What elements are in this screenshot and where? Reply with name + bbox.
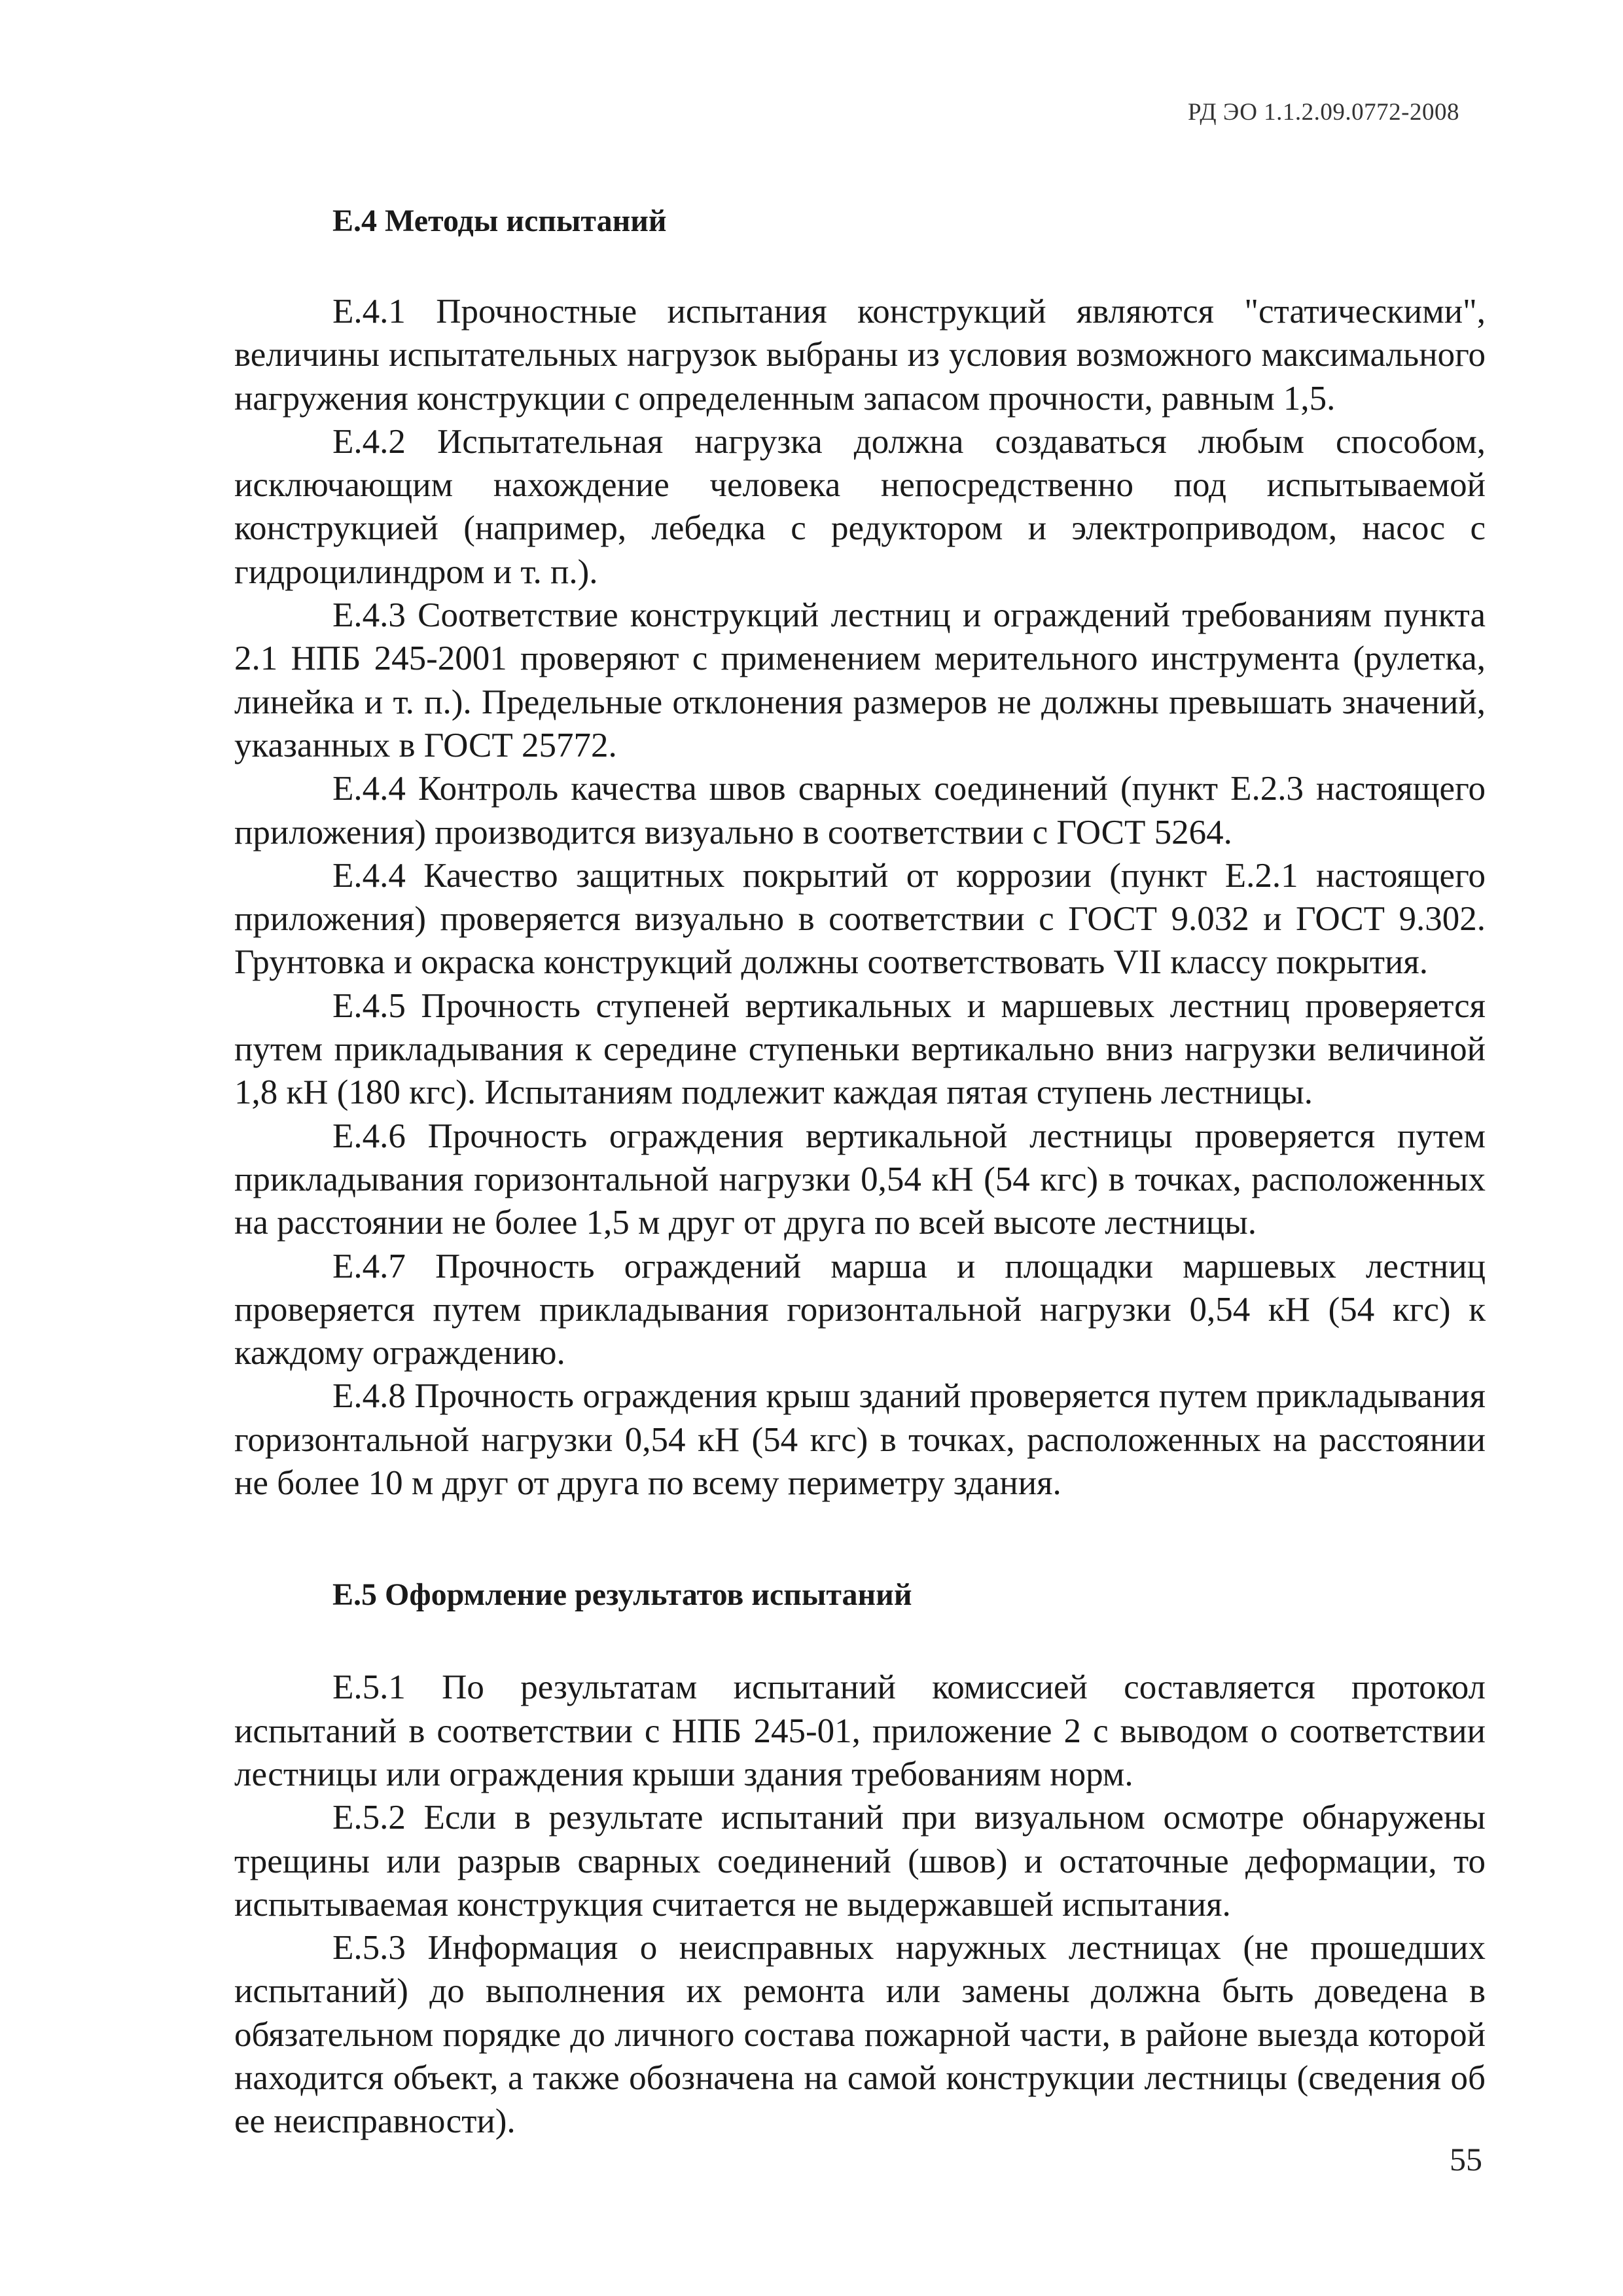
paragraph-e5-3: Е.5.3 Информация о неисправных наружных лестницах (не прошедших испытаний) до выполнения их ремонта или замены должна быть доведена в обязательном порядке до личного состава пожарной части, в районе выезда которой находится объект, а также обозначена на самой конструкции лестницы (сведения об ее неисправности). [234,1929,1486,2141]
section-test-results [234,1573,1486,2143]
section-test-methods [234,200,1486,1505]
paragraph-e4-4-welds: Е.4.4 Контроль качества швов сварных соединений (пункт Е.2.3 настоящего приложения) производится визуально в соответствии с ГОСТ 5264. [234,770,1486,852]
page-content [234,200,1486,2144]
paragraph-e4-5: Е.4.5 Прочность ступеней вертикальных и маршевых лестниц проверяется путем прикладывания к середине ступеньки вертикально вниз нагрузки величиной 1,8 кН (180 кгс). Испытаниям подлежит каждая пятая ступень лестницы. [234,986,1486,1112]
paragraph-e4-4-coatings: Е.4.4 Качество защитных покрытий от коррозии (пункт Е.2.1 настоящего приложения) проверяется визуально в соответствии с ГОСТ 9.032 и ГОСТ 9.302. Грунтовка и окраска конструкций должны соответствовать VII классу покрытия. [234,856,1486,982]
document-code-header: РД ЭО 1.1.2.09.0772-2008 [1188,99,1459,126]
paragraph-e5-1: Е.5.1 По результатам испытаний комиссией составляется протокол испытаний в соответствии с НПБ 245-01, приложение 2 с выводом о соответствии лестницы или ограждения крыши здания требованиям норм. [234,1668,1486,1793]
page-number: 55 [1450,2141,1482,2178]
section-title-e5: Е.5 Оформление результатов испытаний [332,1577,912,1613]
paragraph-e4-3: Е.4.3 Соответствие конструкций лестниц и ограждений требованиям пункта 2.1 НПБ 245-2001 проверяют с применением мерительного инструмента (рулетка, линейка и т. п.). Предельные отклонения размеров не должны превышать значений, указанных в ГОСТ 25772. [234,596,1486,764]
paragraph-e4-8: Е.4.8 Прочность ограждения крыш зданий проверяется путем прикладывания горизонтальной нагрузки 0,54 кН (54 кгс) в точках, расположенных на расстоянии не более 10 м друг от друга по всему периметру здания. [234,1377,1486,1503]
paragraph-e5-2: Е.5.2 Если в результате испытаний при визуальном осмотре обнаружены трещины или разрыв сварных соединений (швов) и остаточные деформации, то испытываемая конструкция считается не выдержавшей испытания. [234,1799,1486,1924]
paragraph-e4-6: Е.4.6 Прочность ограждения вертикальной лестницы проверяется путем прикладывания горизонтальной нагрузки 0,54 кН (54 кгс) в точках, расположенных на расстоянии не более 1,5 м друг от друга по всей высоте лестницы. [234,1117,1486,1242]
paragraph-e4-1: Е.4.1 Прочностные испытания конструкций являются "статическими", величины испытательных нагрузок выбраны из условия возможного максимального нагружения конструкции с определенным запасом прочности, равным 1,5. [234,293,1486,418]
paragraph-e4-2: Е.4.2 Испытательная нагрузка должна создаваться любым способом, исключающим нахождение человека непосредственно под испытываемой конструкцией (например, лебедка с редуктором и электроприводом, насос с гидроцилиндром и т. п.). [234,422,1486,591]
paragraph-e4-7: Е.4.7 Прочность ограждений марша и площадки маршевых лестниц проверяется путем прикладывания горизонтальной нагрузки 0,54 кН (54 кгс) к каждому ограждению. [234,1247,1486,1372]
section-title-e4: Е.4 Методы испытаний [332,204,667,238]
